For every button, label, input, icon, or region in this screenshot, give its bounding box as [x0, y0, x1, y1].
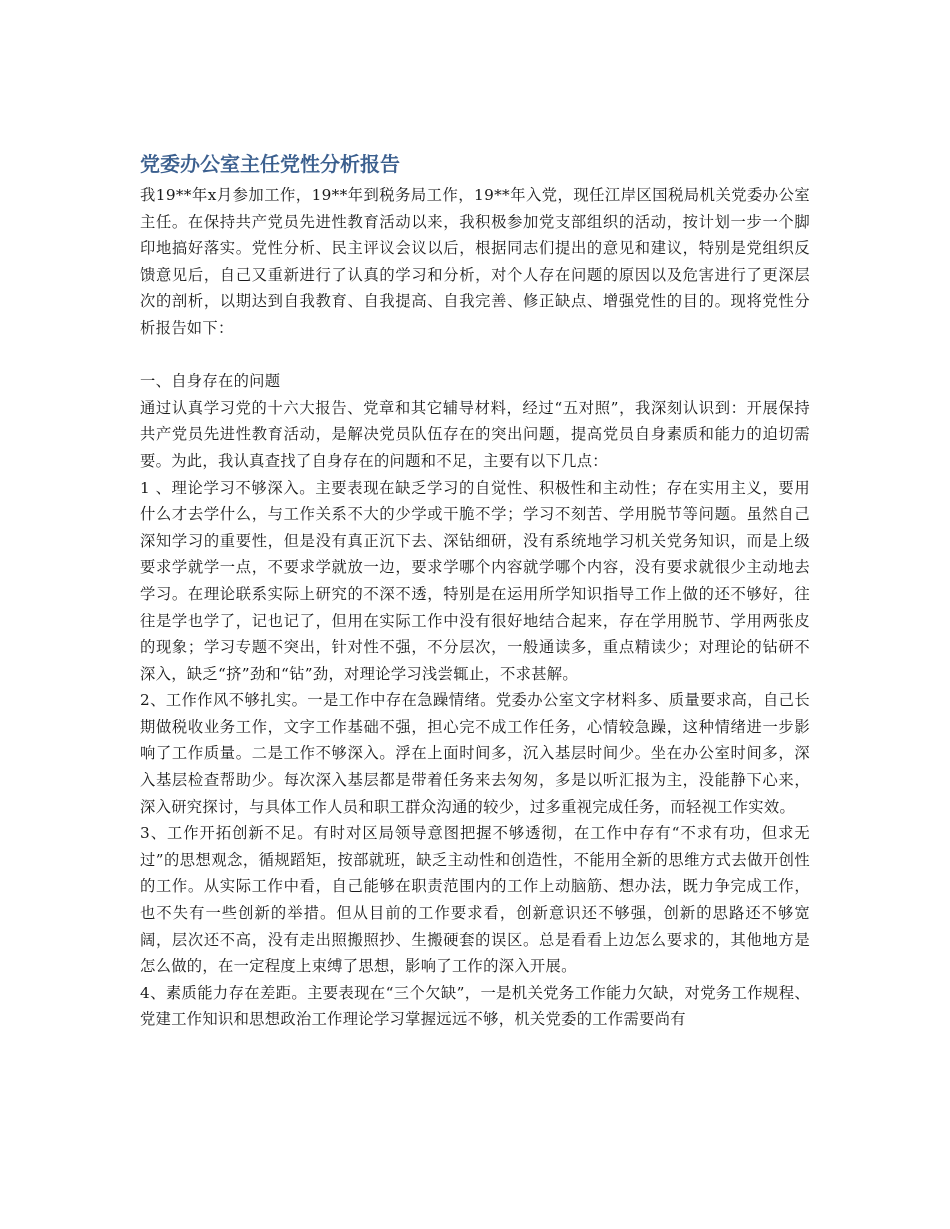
- paragraph-spacer: [140, 342, 810, 369]
- section-intro-paragraph: 通过认真学习党的十六大报告、党章和其它辅导材料，经过“五对照”，我深刻认识到：开展保持共产党员先进性教育活动，是解决党员队伍存在的突出问题，提高党员自身素质和能力的迫切需要。为此，我认真查找了自身存在的问题和不足，主要有以下几点：: [140, 398, 810, 470]
- item-3-paragraph: 3、工作开拓创新不足。有时对区局领导意图把握不够透彻，在工作中存有“不求有功，但求无过”的思想观念，循规蹈矩，按部就班，缺乏主动性和创造性，不能用全新的思维方式去做开创性的工作。从实际工作中看，自己能够在职责范围内的工作上动脑筋、想办法，既力争完成工作，也不失有一些创新的举措。但从目前的工作要求看，创新意识还不够强，创新的思路还不够宽阔，层次还不高，没有走出照搬照抄、生搬硬套的误区。总是看看上边怎么要求的，其他地方是怎么做的，在一定程度上束缚了思想，影响了工作的深入开展。: [140, 824, 810, 976]
- item-2-paragraph: 2、工作作风不够扎实。一是工作中存在急躁情绪。党委办公室文字材料多、质量要求高，自己长期做税收业务工作，文字工作基础不强，担心完不成工作任务，心情较急躁，这种情绪进一步影响了工作质量。二是工作不够深入。浮在上面时间多，沉入基层时间少。坐在办公室时间多，深入基层检查帮助少。每次深入基层都是带着任务来去匆匆，多是以听汇报为主，没能静下心来，深入研究探讨，与具体工作人员和职工群众沟通的较少，过多重视完成任务，而轻视工作实效。: [140, 691, 810, 816]
- document-page: [140, 150, 810, 1033]
- document-title: 党委办公室主任党性分析报告: [140, 152, 400, 176]
- intro-paragraph: 我19**年x月参加工作，19**年到税务局工作，19**年入党，现任江岸区国税局机关党委办公室主任。在保持共产党员先进性教育活动以来，我积极参加党支部组织的活动，按计划一步一个脚印地搞好落实。党性分析、民主评议会议以后，根据同志们提出的意见和建议，特别是党组织反馈意见后，自己又重新进行了认真的学习和分析，对个人存在问题的原因以及危害进行了更深层次的剖析，以期达到自我教育、自我提高、自我完善、修正缺点、增强党性的目的。现将党性分析报告如下：: [140, 186, 810, 337]
- section-heading: 一、自身存在的问题: [140, 372, 281, 391]
- item-1-paragraph: 1 、理论学习不够深入。主要表现在缺乏学习的自觉性、积极性和主动性；存在实用主义，要用什么才去学什么，与工作关系不大的少学或干脆不学；学习不刻苦、学用脱节等问题。虽然自己深知学习的重要性，但是没有真正沉下去、深钻细研，没有系统地学习机关党务知识，而是上级要求学就学一点，不要求学就放一边，要求学哪个内容就学哪个内容，没有要求就很少主动地去学习。在理论联系实际上研究的不深不透，特别是在运用所学知识指导工作上做的还不够好，往往是学也学了，记也记了，但用在实际工作中没有很好地结合起来，存在学用脱节、学用两张皮的现象；学习专题不突出，针对性不强，不分层次，一般通读多，重点精读少；对理论的钻研不深入，缺乏“挤”劲和“钻”劲，对理论学习浅尝辄止，不求甚解。: [140, 478, 810, 683]
- item-4-paragraph: 4、素质能力存在差距。主要表现在“三个欠缺”，一是机关党务工作能力欠缺，对党务工作规程、党建工作知识和思想政治工作理论学习掌握远远不够，机关党委的工作需要尚有: [140, 983, 810, 1029]
